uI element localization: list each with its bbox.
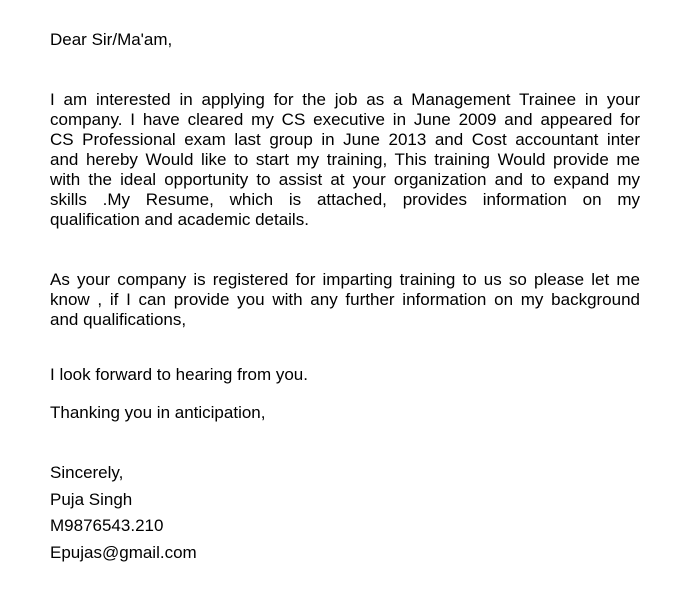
closing: Sincerely, [50,463,124,482]
paragraph-line: CS Professional exam last group in June 2013 and Cost accountant inter [50,130,640,149]
paragraph-line: know , if I can provide you with any further information on my background [50,290,640,309]
paragraph-line: and qualifications, [50,310,187,329]
salutation: Dear Sir/Ma'am, [50,30,173,49]
paragraph-line: company. I have cleared my CS executive in June 2009 and appeared for [50,110,640,129]
paragraph-line: skills .My Resume, which is attached, provides information on my [50,190,640,209]
paragraph-further-info [50,270,640,330]
signature-phone: M9876543.210 [50,516,164,535]
thanks-line: Thanking you in anticipation, [50,403,266,422]
paragraph-application [50,90,640,230]
paragraph-line: and hereby Would like to start my training, This training Would provide me [50,150,640,169]
paragraph-line: qualification and academic details. [50,210,309,229]
signature-name: Puja Singh [50,490,133,509]
paragraph-line: I am interested in applying for the job as a Management Trainee in your [50,90,640,109]
look-forward-line: I look forward to hearing from you. [50,365,308,384]
signature-email: Epujas@gmail.com [50,543,197,562]
paragraph-line: As your company is registered for imparting training to us so please let me [50,270,640,289]
paragraph-line: with the ideal opportunity to assist at your organization and to expand my [50,170,640,189]
